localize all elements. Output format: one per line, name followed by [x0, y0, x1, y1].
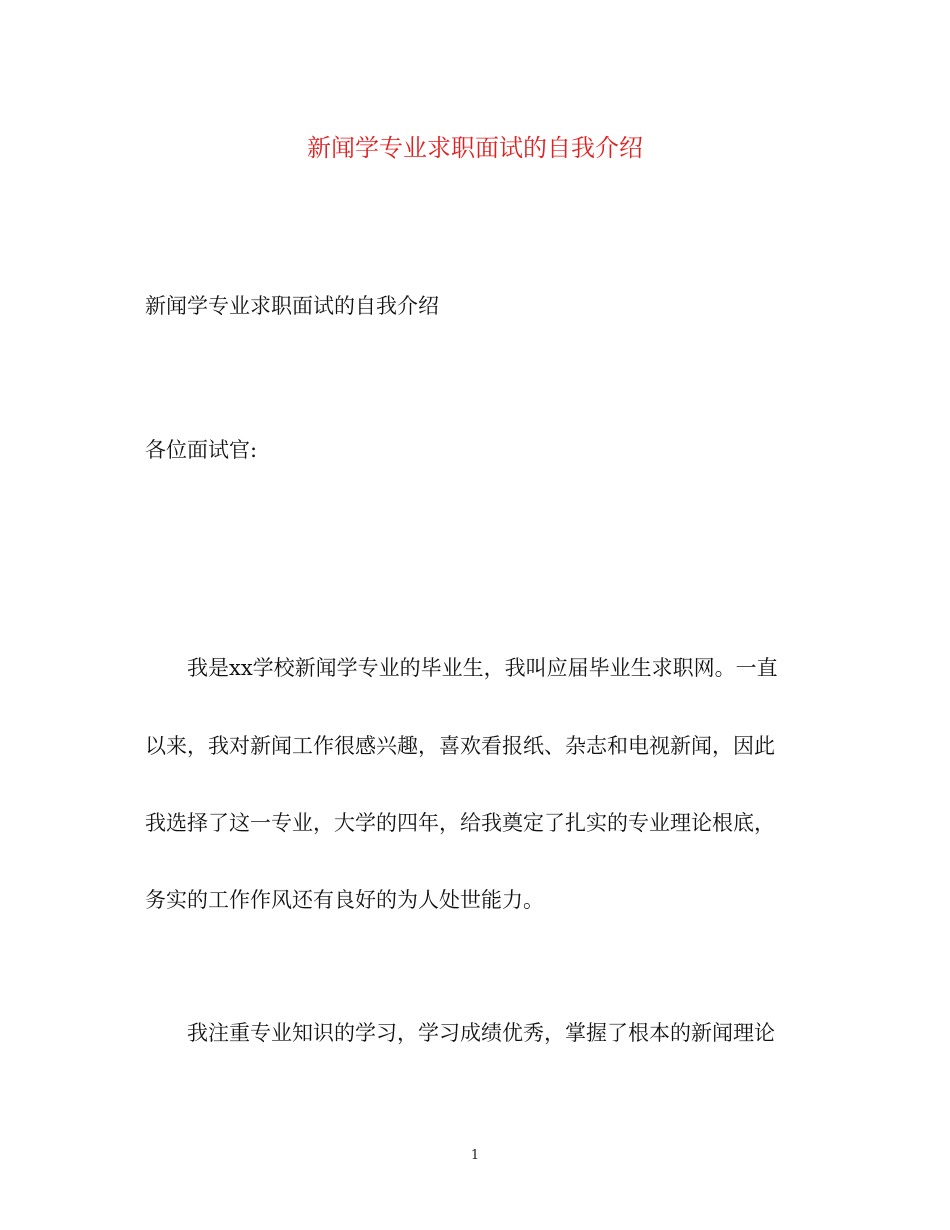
- paragraph-1-line-3: 我选择了这一专业，大学的四年，给我奠定了扎实的专业理论根底，: [145, 811, 775, 835]
- page-number: 1: [470, 1148, 480, 1163]
- document-title: 新闻学专业求职面试的自我介绍: [307, 134, 643, 162]
- document-subtitle: 新闻学专业求职面试的自我介绍: [145, 294, 439, 318]
- greeting-line: 各位面试官:: [145, 438, 258, 462]
- paragraph-1-line-4: 务实的工作作风还有良好的为人处世能力。: [145, 888, 544, 912]
- paragraph-2-line-1: 我注重专业知识的学习，学习成绩优秀，掌握了根本的新闻理论: [187, 1021, 775, 1045]
- paragraph-1-line-2: 以来，我对新闻工作很感兴趣，喜欢看报纸、杂志和电视新闻，因此: [145, 734, 775, 758]
- paragraph-1-line-1: 我是xx学校新闻学专业的毕业生，我叫应届毕业生求职网。一直: [187, 656, 778, 680]
